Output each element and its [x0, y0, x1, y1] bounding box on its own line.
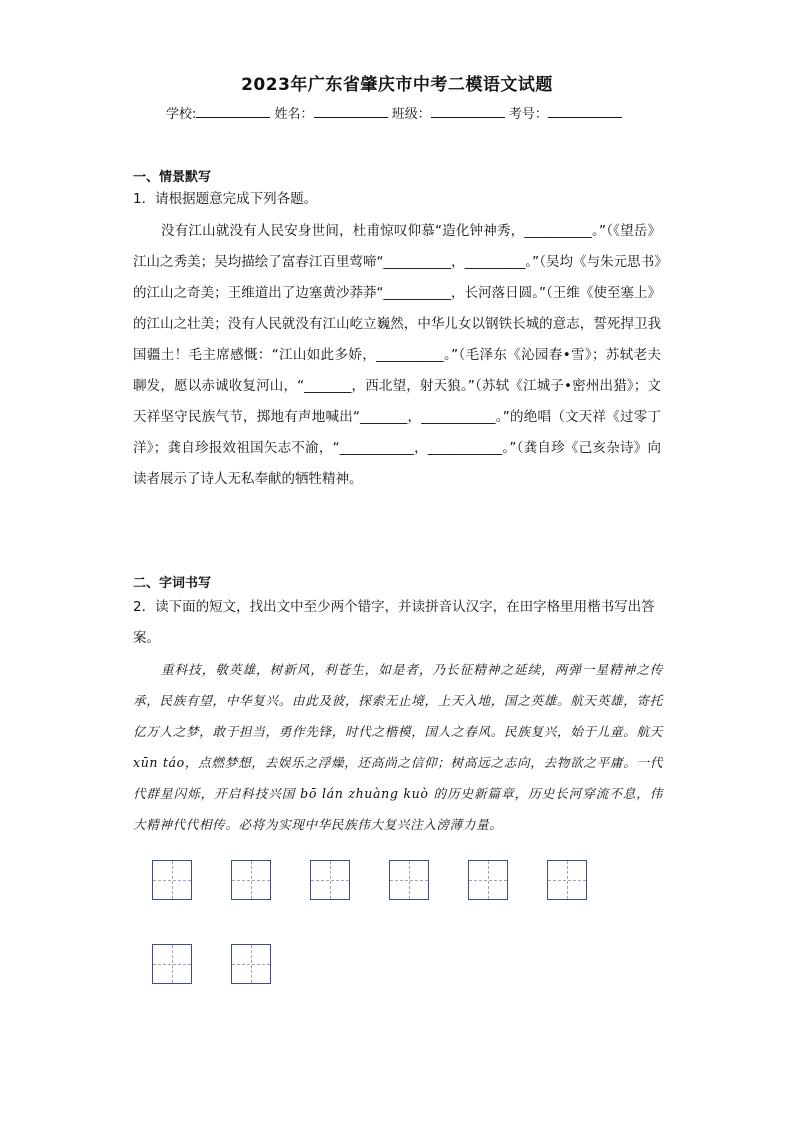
- tianzige-box[interactable]: [310, 860, 350, 900]
- page-title: 2023年广东省肇庆市中考二模语文试题: [241, 75, 553, 95]
- class-blank[interactable]: [431, 105, 505, 118]
- name-blank[interactable]: [314, 105, 388, 118]
- section1-heading: 一、情景默写: [133, 170, 212, 185]
- tianzige-guide-vertical: [409, 861, 410, 899]
- tianzige-guide-vertical: [251, 945, 252, 983]
- student-info-line: [166, 103, 622, 122]
- tianzige-guide-vertical: [567, 861, 568, 899]
- school-label: 学校:: [166, 107, 197, 122]
- question-1-paragraph: 没有江山就没有人民安身世间，杜甫惊叹仰慕“造化钟神秀，__________。”（《望岳》江山之秀美；吴均描绘了富春江百里莺啼“__________，_________。”（吴均《与朱元思书》的江山之奇美；王维道出了边塞黄沙莽莽“__________，长河落日圆。”（王维《使至塞上》的江山之壮美；没有人民就没有江山屹立巍然，中华儿女以钢铁长城的意志，誓死捍卫我国疆土！毛主席感慨：“江山如此多娇，__________。”（毛泽东《沁园春•雪》；苏轼老夫聊发，愿以赤诚收复河山，“_______，西北望，射天狼。”（苏轼《江城子•密州出猎》；文天祥坚守民族气节，掷地有声地喊出“_______，___________。”的绝唱（文天祥《过零丁洋》；龚自珍报效祖国矢志不渝，“___________，___________。”（龚自珍《己亥杂诗》向读者展示了诗人无私奉献的牺牲精神。: [133, 223, 661, 487]
- tianzige-box[interactable]: [389, 860, 429, 900]
- name-label: 姓名：: [274, 107, 314, 122]
- tianzige-guide-vertical: [330, 861, 331, 899]
- question-1: 1．请根据题意完成下列各题。: [133, 191, 318, 207]
- tianzige-guide-vertical: [172, 861, 173, 899]
- tianzige-box[interactable]: [468, 860, 508, 900]
- school-blank[interactable]: [196, 105, 270, 118]
- class-label: 班级：: [391, 107, 431, 122]
- question-2-passage: 重科技，敬英雄，树新风，利苍生，如是者，乃长征精神之延续，两弹一星精神之传承，民族有望，中华复兴。由此及彼，探索无止境，上天入地，国之英雄。航天英雄，寄托亿万人之梦，敢于担当，勇作先锋，时代之楷模，国人之春风。民族复兴，始于儿童。航天 xūn táo，点燃梦想，去娱乐之浮燥，还高尚之信仰；树高远之志向，去物欲之平庸。一代代群星闪烁，开启科技兴国 bō lán zhuàng kuò 的历史新篇章，历史长河穿流不息，伟大精神代代相传。必将为实现中华民族伟大复兴注入滂薄力量。: [133, 662, 663, 832]
- exam-no-label: 考号：: [508, 107, 548, 122]
- tianzige-box[interactable]: [152, 860, 192, 900]
- tianzige-box[interactable]: [547, 860, 587, 900]
- tianzige-guide-vertical: [172, 945, 173, 983]
- tianzige-guide-vertical: [251, 861, 252, 899]
- tianzige-box[interactable]: [152, 944, 192, 984]
- tianzige-box[interactable]: [231, 944, 271, 984]
- tianzige-guide-vertical: [488, 861, 489, 899]
- section2-heading: 二、字词书写: [133, 576, 212, 591]
- tianzige-box[interactable]: [231, 860, 271, 900]
- question-2: 2．读下面的短文，找出文中至少两个错字，并读拼音认汉字，在田字格里用楷书写出答案。: [133, 599, 655, 646]
- exam-no-blank[interactable]: [548, 105, 622, 118]
